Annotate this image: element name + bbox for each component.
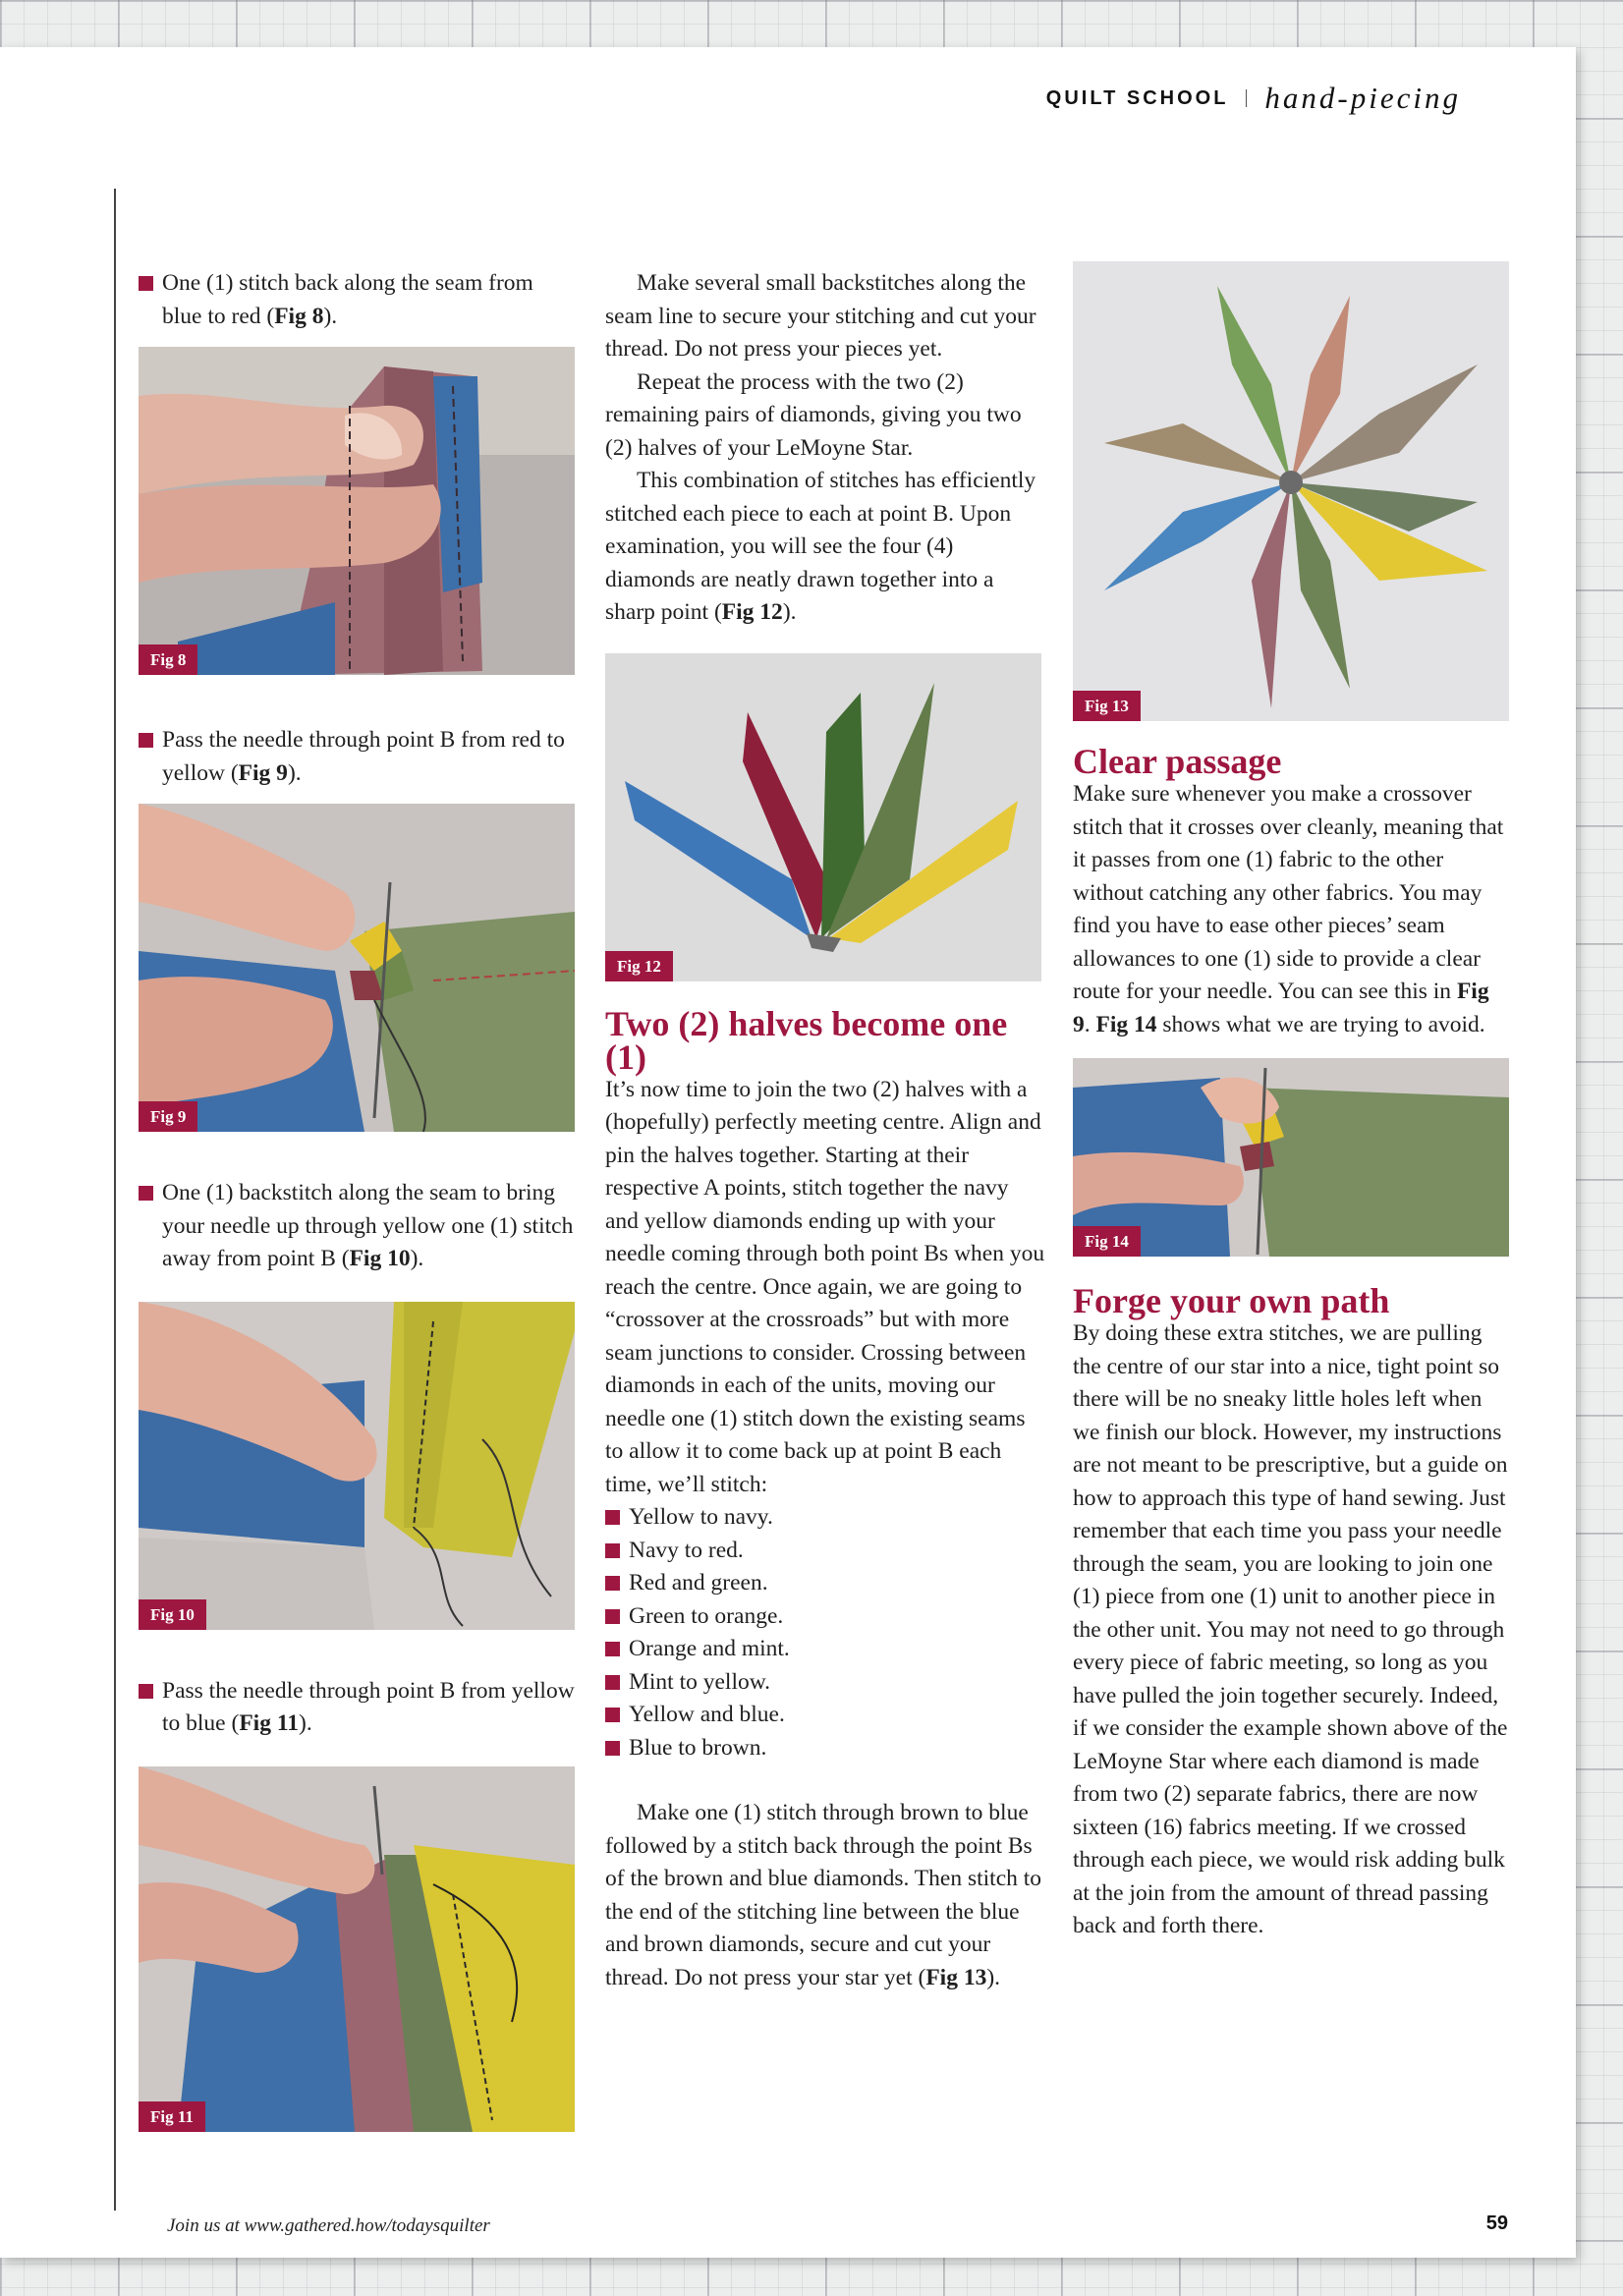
page-header <box>1046 79 1461 118</box>
figure-14 <box>1073 1058 1509 1257</box>
fig-ref: Fig 9 <box>1073 979 1489 1037</box>
topic-title: hand-piecing <box>1264 81 1461 115</box>
photo-lemoyne-star-fig13 <box>1073 261 1509 721</box>
figure-label: Fig 11 <box>139 2101 205 2132</box>
header-divider <box>1246 89 1247 107</box>
section-heading: Forge your own path <box>1073 1281 1390 1320</box>
bullet-square <box>139 1684 153 1699</box>
bullet-square <box>139 733 153 748</box>
list-item: Blue to brown. <box>605 1732 1045 1765</box>
bullet-square <box>139 1186 153 1201</box>
section-title: QUILT SCHOOL <box>1045 86 1229 109</box>
fig-ref: Fig 13 <box>925 1964 987 1990</box>
bullet-square <box>605 1741 620 1756</box>
section-heading: Two (2) halves become one (1) <box>605 1003 1008 1077</box>
list-item: Yellow and blue. <box>605 1699 1045 1732</box>
figure-13 <box>1073 261 1509 721</box>
fig-ref: Fig 11 <box>239 1710 300 1736</box>
figure-9 <box>139 804 575 1132</box>
bullet-square <box>605 1543 620 1558</box>
footer-website: Join us at www.gathered.how/todaysquilter <box>167 2215 490 2236</box>
figure-label: Fig 14 <box>1073 1226 1141 1257</box>
stitch-order-list <box>605 1501 1045 1764</box>
list-item: Mint to yellow. <box>605 1666 1045 1700</box>
figure-11 <box>139 1766 575 2132</box>
page-number: 59 <box>1485 2212 1508 2234</box>
list-item: Orange and mint. <box>605 1633 1045 1666</box>
figure-label: Fig 13 <box>1073 691 1141 721</box>
bullet-square <box>605 1510 620 1525</box>
step-fig9: Pass the needle through point B from red to yellow (Fig 9). <box>139 724 576 790</box>
figure-label: Fig 9 <box>139 1101 197 1132</box>
figure-8 <box>139 347 575 675</box>
fig-ref: Fig 12 <box>721 599 783 625</box>
bullet-square <box>139 276 153 291</box>
column-rule <box>114 189 116 2211</box>
step-fig8: One (1) stitch back along the seam from blue to red (Fig 8). <box>139 267 576 333</box>
photo-hand-stitching-fig9 <box>139 804 575 1132</box>
column-right <box>1073 261 1512 1943</box>
bullet-square <box>605 1576 620 1591</box>
bullet-square <box>605 1675 620 1690</box>
fig-ref: Fig 9 <box>238 759 288 786</box>
list-item: Yellow to navy. <box>605 1501 1045 1535</box>
step-fig10: One (1) backstitch along the seam to bring your needle up through yellow one (1) stitch away from point B (Fig 10). <box>139 1177 576 1276</box>
paragraph: By doing these extra stitches, we are pulling the centre of our star into a nice, tight point so there will be no sneaky little holes left when we finish our block. However, my instructions are not meant to be prescriptive, but a guide on how to approach this type of hand sewing. Just remember that each time you pass your needle through the seam, you are looking to join one (1) piece from one (1) unit to another piece in the other unit. You may not need to go through every piece of fabric meeting, so long as you have pulled the join together securely. Indeed, if we consider the example shown above of the LeMoyne Star where each diamond is made from two (2) separate fabrics, there are now sixteen (16) fabrics meeting. If we crossed through each piece, we would risk adding bulk at the join from the amount of thread passing back and forth there. <box>1073 1320 1508 1938</box>
paragraph: Make several small backstitches along the seam line to secure your stitching and cut your thread. Do not press your pieces yet. <box>605 270 1036 362</box>
list-item: Green to orange. <box>605 1600 1045 1634</box>
bullet-square <box>605 1708 620 1722</box>
figure-label: Fig 10 <box>139 1599 206 1630</box>
magazine-page <box>0 47 1576 2258</box>
paragraph: Make sure whenever you make a crossover stitch that it crosses over cleanly, meaning that it passes from one (1) fabric to the other without catching any other fabrics. You may find you have to ease other pieces’ seam allowances to one (1) side to provide a clear route for your needle. You can see this in Fig 9. Fig 14 shows what we are trying to avoid. <box>1073 781 1504 1037</box>
column-left <box>139 267 576 2132</box>
photo-hand-stitching-fig11 <box>139 1766 575 2132</box>
paragraph: Repeat the process with the two (2) remaining pairs of diamonds, giving you two (2) halves of your LeMoyne Star. <box>605 368 1022 461</box>
bullet-square <box>605 1609 620 1624</box>
figure-10 <box>139 1302 575 1630</box>
photo-hand-stitching-fig8 <box>139 347 575 675</box>
figure-12 <box>605 653 1041 981</box>
photo-hand-stitching-fig10 <box>139 1302 575 1630</box>
paragraph: This combination of stitches has efficiently stitched each piece to each at point B. Upon examination, you will see the four (4) diamonds are neatly drawn together into a sharp point (Fig 12). <box>605 468 1036 625</box>
list-item: Red and green. <box>605 1567 1045 1600</box>
photo-diamond-fan-fig12 <box>605 653 1041 981</box>
paragraph: Make one (1) stitch through brown to blue followed by a stitch back through the point Bs of the brown and blue diamonds. Then stitch to the end of the stitching line between the blue and brown diamonds, secure and cut your thread. Do not press your star yet (Fig 13). <box>605 1800 1042 1990</box>
fig-ref: Fig 14 <box>1095 1011 1157 1037</box>
fig-ref: Fig 8 <box>274 303 324 329</box>
step-fig11: Pass the needle through point B from yellow to blue (Fig 11). <box>139 1675 576 1741</box>
section-heading: Clear passage <box>1073 742 1282 781</box>
paragraph: It’s now time to join the two (2) halves with a (hopefully) perfectly meeting centre. Align and pin the halves together. Starting at their respective A points, stitch together the navy and yellow diamonds ending up with your needle coming through both point Bs when you reach the centre. Once again, we are going to “crossover at the crossroads” but with more seam junctions to consider. Crossing between diamonds in each of the units, moving our needle one (1) stitch down the existing seams to allow it to come back up at point B each time, we’ll stitch: <box>605 1076 1045 1497</box>
figure-label: Fig 12 <box>605 951 673 981</box>
figure-label: Fig 8 <box>139 644 197 675</box>
bullet-square <box>605 1642 620 1656</box>
fig-ref: Fig 10 <box>349 1246 411 1271</box>
list-item: Navy to red. <box>605 1535 1045 1568</box>
column-middle <box>605 267 1045 1994</box>
